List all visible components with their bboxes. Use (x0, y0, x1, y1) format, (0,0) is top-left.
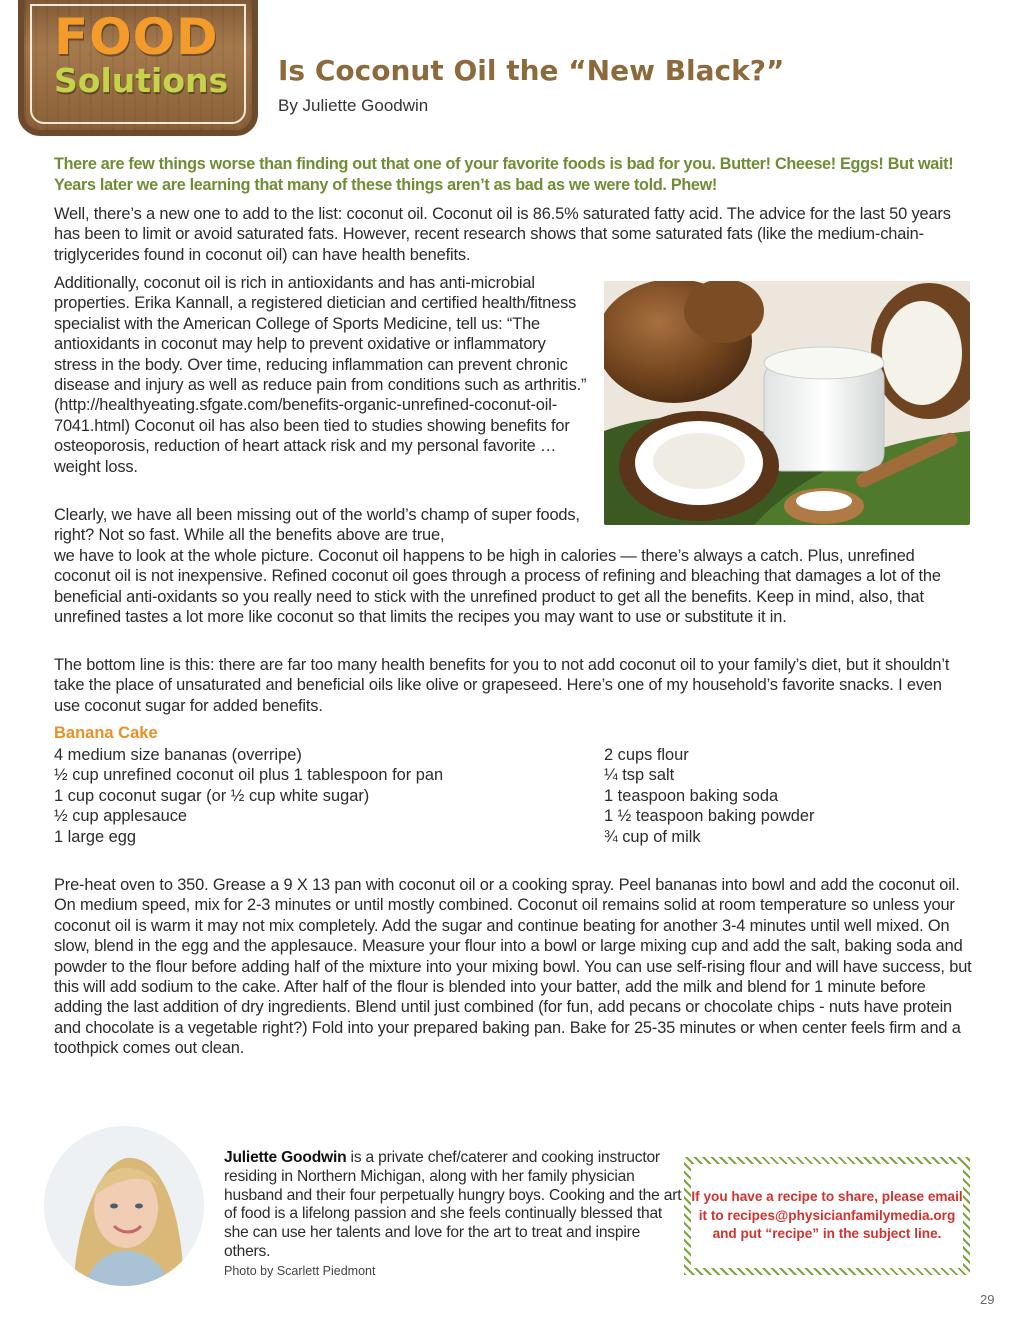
article-byline: By Juliette Goodwin (278, 96, 429, 115)
paragraph-2: Additionally, coconut oil is rich in antioxidants and has anti-microbial properties. Erika Kannall, a registered dietician and certified health/fitness specialist with the American College of Sports Medicine, tell us: “The antioxidants in coconut may help to prevent oxidative or inflammatory stress in the body. Over time, reducing inflammation can prevent chronic disease and injury as well as reduce pain from conditions such as arthritis.” (http://healthyeating.sfgate.com/benefits-organic-unrefined-coconut-oil-7041.html) Coconut oil has also been tied to studies showing benefits for osteoporosis, reduction of heart attack risk and my personal favorite … weight loss. (54, 274, 587, 476)
coconut-photo-illustration (604, 281, 970, 525)
paragraph-1: Well, there’s a new one to add to the list: coconut oil. Coconut oil is 86.5% saturated fatty acid. The advice for the last 50 years has been to limit or avoid saturated fats. However, recent research shows that some saturated fats (like the medium-chain-triglycerides found in coconut oil) can have health benefits. (54, 205, 951, 264)
recipe-callout-box (684, 1157, 970, 1275)
author-name: Juliette Goodwin (224, 1149, 347, 1166)
article-title: Is Coconut Oil the “New Black?” (278, 54, 785, 87)
author-avatar (44, 1126, 204, 1286)
ingredients-right (604, 745, 815, 847)
recipe-title: Banana Cake (54, 724, 158, 742)
author-bio (224, 1149, 682, 1262)
ingredient: 4 medium size bananas (overripe) (54, 746, 302, 764)
author-bio-text: is a private chef/caterer and cooking instructor residing in Northern Michigan, along with her family physician husband and their four perpetually hungry boys. Cooking and the art of food is a lifelong passion and she feels continually blessed that she can use her talents and love for the art to treat and inspire others. (224, 1149, 682, 1260)
ingredient: ¼ tsp salt (604, 766, 675, 785)
logo-solutions-text: Solutions (54, 61, 229, 100)
author-portrait (44, 1126, 204, 1286)
ingredient: 1 ½ teaspoon baking powder (604, 807, 815, 826)
logo-food-text: FOOD (54, 8, 219, 66)
ingredient: 2 cups flour (604, 746, 689, 764)
article-lead: There are few things worse than finding out that one of your favorite foods is bad for you. Butter! Cheese! Eggs! But wait! Years later we are learning that many of these things aren’t as bad as we were told. Phew! (54, 155, 954, 194)
ingredients-left (54, 745, 443, 847)
paragraph-3b: we have to look at the whole picture. Coconut oil happens to be high in calories — there’s always a catch. Plus, unrefined coconut oil is not inexpensive. Refined coconut oil goes through a process of refining and bleaching that damages a lot of the beneficial anti-oxidants so you really need to stick with the unrefined product to get all the benefits. Keep in mind, also, that unrefined tastes a lot more like coconut so that limits the recipes you may want to use or substitute it in. (54, 547, 941, 627)
paragraph-3a: Clearly, we have all been missing out of the world’s champ of super foods, right? Not so fast. While all the benefits above are true, (54, 506, 580, 545)
ingredient: 1 teaspoon baking soda (604, 786, 779, 805)
ingredient: 1 cup coconut sugar (or ½ cup white sugar) (54, 786, 370, 805)
ingredient: 1 large egg (54, 827, 137, 846)
page-number: 29 (980, 1292, 995, 1307)
recipe-callout-text: If you have a recipe to share, please email it to recipes@physicianfamilymedia.org and put “recipe” in the subject line. (691, 1164, 963, 1268)
ingredient: ¾ cup of milk (604, 827, 701, 846)
food-solutions-logo (18, 0, 258, 136)
photo-credit: Photo by Scarlett Piedmont (224, 1264, 376, 1278)
ingredient: ½ cup unrefined coconut oil plus 1 tablespoon for pan (54, 766, 444, 785)
paragraph-4: The bottom line is this: there are far too many health benefits for you to not add coconut oil to your family’s diet, but it shouldn’t take the place of unsaturated and beneficial oils like olive or grapeseed. Here’s one of my household’s favorite snacks. I even use coconut sugar for added benefits. (54, 656, 950, 715)
ingredient: ½ cup applesauce (54, 807, 188, 826)
recipe-directions: Pre-heat oven to 350. Grease a 9 X 13 pan with coconut oil or a cooking spray. Peel bananas into bowl and add the coconut oil. On medium speed, mix for 2-3 minutes or until mostly combined. Coconut oil remains solid at room temperature so unless your coconut oil is warm it may not mix completely. Add the sugar and continue beating for another 3-4 minutes until well mixed. On slow, blend in the egg and the applesauce. Measure your flour into a bowl or large mixing cup and add the salt, baking soda and powder to the flour before adding half of the mixture into your mixing bowl. You can use self-rising flour and will have success, but this will add sodium to the cake. After half of the flour is blended into your batter, add the milk and blend for 1 minute before adding the last addition of dry ingredients. Blend until just combined (for fun, add pecans or chocolate chips - nuts have protein and chocolate is a vegetable right?) Fold into your prepared baking pan. Bake for 25-35 minutes or when center feels firm and a toothpick comes out clean. (54, 876, 972, 1058)
coconut-oil-photo (604, 281, 970, 525)
